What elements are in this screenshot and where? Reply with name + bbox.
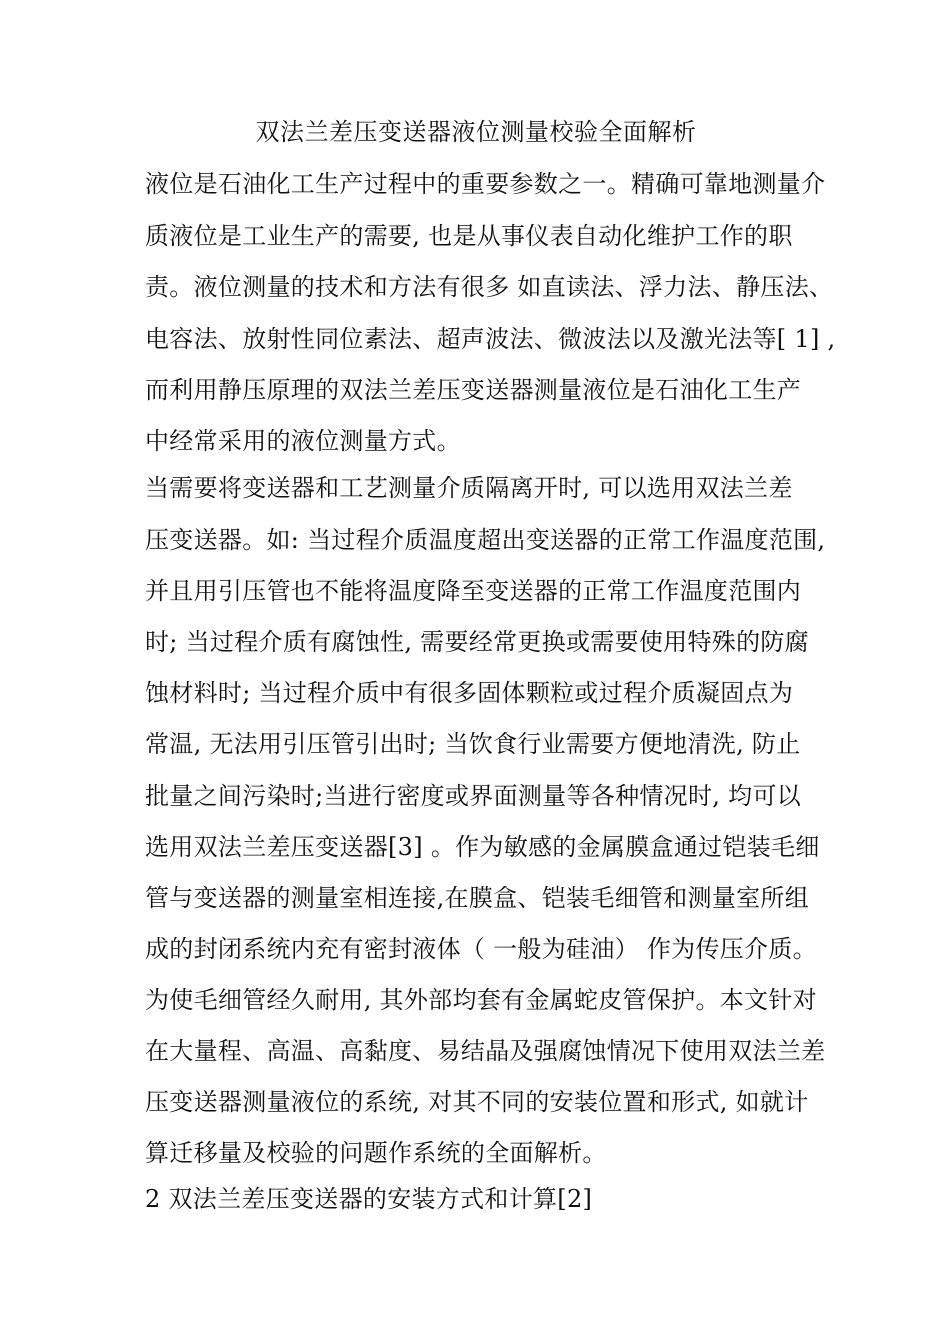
paragraph-2-line: 压变送器。如: 当过程介质温度超出变送器的正常工作温度范围,	[145, 526, 826, 554]
paragraph-1-line: 质液位是工业生产的需要, 也是从事仪表自动化维护工作的职	[145, 222, 793, 250]
paragraph-2-line: 蚀材料时; 当过程介质中有很多固体颗粒或过程介质凝固点为	[145, 679, 794, 707]
paragraph-1-line: 液位是石油化工生产过程中的重要参数之一。精确可靠地测量介	[145, 170, 826, 198]
paragraph-1-line: 而利用静压原理的双法兰差压变送器测量液位是石油化工生产	[145, 376, 802, 404]
paragraph-2-line: 管与变送器的测量室相连接,在膜盒、铠装毛细管和测量室所组	[145, 884, 810, 912]
paragraph-2-line: 并且用引压管也不能将温度降至变送器的正常工作温度范围内	[145, 577, 802, 605]
paragraph-2-line: 时; 当过程介质有腐蚀性, 需要经常更换或需要使用特殊的防腐	[145, 628, 809, 656]
paragraph-2-line: 压变送器测量液位的系统, 对其不同的安装位置和形式, 如就计	[145, 1088, 809, 1116]
paragraph-2-line: 当需要将变送器和工艺测量介质隔离开时, 可以选用双法兰差	[145, 474, 793, 502]
paragraph-2-line: 成的封闭系统内充有密封液体（ 一般为硅油） 作为传压介质。	[145, 935, 817, 963]
paragraph-1-line: 中经常采用的液位测量方式。	[145, 427, 461, 455]
paragraph-1-line: 电容法、放射性同位素法、超声波法、微波法以及激光法等[ 1] ,	[145, 325, 836, 353]
paragraph-2-line: 选用双法兰差压变送器[3] 。作为敏感的金属膜盒通过铠装毛细	[145, 833, 820, 861]
paragraph-2-line: 为使毛细管经久耐用, 其外部均套有金属蛇皮管保护。本文针对	[145, 986, 817, 1014]
paragraph-2-line: 算迁移量及校验的问题作系统的全面解析。	[145, 1139, 607, 1167]
paragraph-1-line: 责。液位测量的技术和方法有很多 如直读法、浮力法、静压法、	[145, 273, 834, 301]
paragraph-2-line: 在大量程、高温、高黏度、易结晶及强腐蚀情况下使用双法兰差	[145, 1037, 826, 1065]
paragraph-2-line: 常温, 无法用引压管引出时; 当饮食行业需要方便地清洗, 防止	[145, 730, 801, 758]
paragraph-2-line: 批量之间污染时;当进行密度或界面测量等各种情况时, 均可以	[145, 782, 802, 810]
section-heading: 2 双法兰差压变送器的安装方式和计算[2]	[145, 1185, 593, 1213]
page-title: 双法兰差压变送器液位测量校验全面解析	[255, 118, 697, 146]
